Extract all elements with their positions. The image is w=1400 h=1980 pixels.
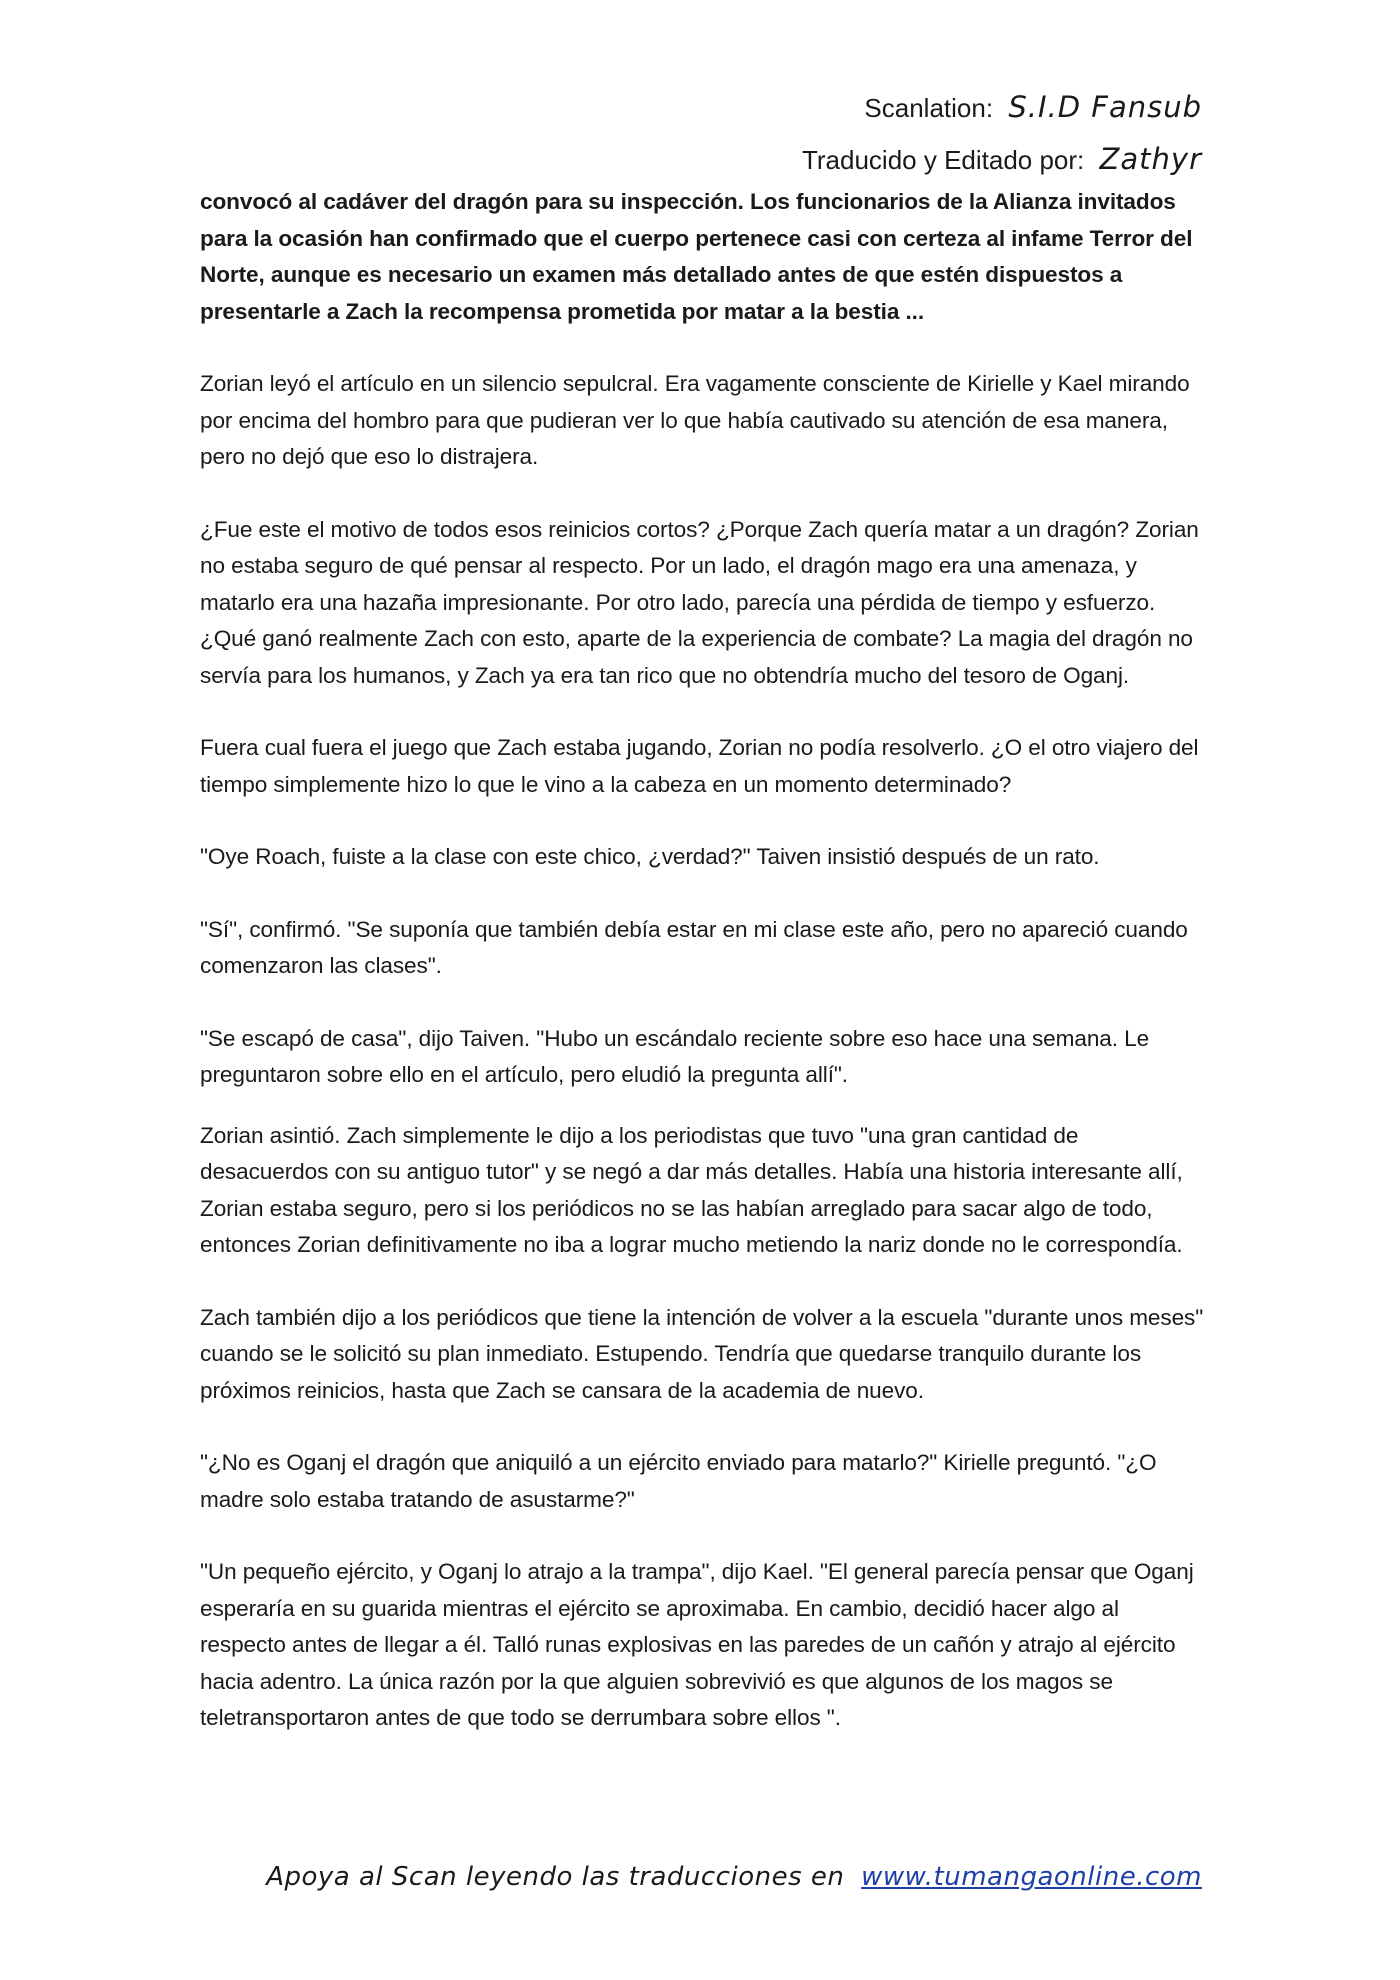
paragraph-8: Zorian asintió. Zach simplemente le dijo a los periodistas que tuvo "una gran cantidad de desacuerdos con su antiguo tutor" y se negó a dar más detalles. Había una historia interesante allí, Zorian estaba seguro, pero si los periódicos no se las habían arreglado para sacar algo de todo, entonces Zorian definitivamente no iba a lograr mucho metiendo la nariz donde no le correspondía. bbox=[200, 1122, 1183, 1257]
paragraph-3: ¿Fue este el motivo de todos esos reinicios cortos? ¿Porque Zach quería matar a un dragón? Zorian no estaba seguro de qué pensar al respecto. Por un lado, el dragón mago era una amenaza, y matarlo era una hazaña impresionante. Por otro lado, parecía una pérdida de tiempo y esfuerzo. ¿Qué ganó realmente Zach con esto, aparte de la experiencia de combate? La magia del dragón no servía para los humanos, y Zach ya era tan rico que no obtendría mucho del tesoro de Oganj. bbox=[200, 516, 1199, 688]
paragraph-6: "Sí", confirmó. "Se suponía que también debía estar en mi clase este año, pero no apareció cuando comenzaron las clases". bbox=[200, 916, 1188, 978]
scanlation-label: Scanlation: bbox=[864, 93, 994, 123]
story-body bbox=[200, 184, 1205, 1773]
scanlation-credit bbox=[864, 90, 1202, 124]
paragraph-2: Zorian leyó el artículo en un silencio sepulcral. Era vagamente consciente de Kirielle y Kael mirando por encima del hombro para que pudieran ver lo que había cautivado su atención de esa manera, pero no dejó que eso lo distrajera. bbox=[200, 371, 1190, 469]
translator-label: Traducido y Editado por: bbox=[801, 145, 1085, 175]
paragraph-9: Zach también dijo a los periódicos que tiene la intención de volver a la escuela "durante unos meses" cuando se le solicitó su plan inmediato. Estupendo. Tendría que quedarse tranquilo durante los próximos reinicios, hasta que Zach se cansara de la academia de nuevo. bbox=[200, 1304, 1204, 1403]
footer-link[interactable]: www.tumangaonline.com bbox=[861, 1862, 1202, 1892]
translator-credit bbox=[802, 142, 1202, 176]
paragraph-11: "Un pequeño ejército, y Oganj lo atrajo a la trampa", dijo Kael. "El general parecía pensar que Oganj esperaría en su guarida mientras el ejército se aproximaba. En cambio, decidió hacer algo al respecto antes de llegar a él. Talló runas explosivas en las paredes de un cañón y atrajo al ejército hacia adentro. La única razón por la que alguien sobrevivió es que algunos de los magos se teletransportaron antes de que todo se derrumbara sobre ellos ". bbox=[200, 1559, 1194, 1730]
paragraph-1: convocó al cadáver del dragón para su inspección. Los funcionarios de la Alianza invitados para la ocasión han confirmado que el cuerpo pertenece casi con certeza al infame Terror del Norte, aunque es necesario un examen más detallado antes de que estén dispuestos a presentarle a Zach la recompensa prometida por matar a la bestia ... bbox=[200, 189, 1193, 324]
scanlation-group: S.I.D Fansub bbox=[1008, 90, 1202, 124]
support-footer bbox=[266, 1862, 1202, 1892]
translator-name: Zathyr bbox=[1099, 142, 1202, 176]
footer-text: Apoya al Scan leyendo las traducciones en bbox=[266, 1862, 845, 1892]
paragraph-10: "¿No es Oganj el dragón que aniquiló a un ejército enviado para matarlo?" Kirielle preguntó. "¿O madre solo estaba tratando de asustarme?" bbox=[200, 1450, 1157, 1512]
paragraph-5: "Oye Roach, fuiste a la clase con este chico, ¿verdad?" Taiven insistió después de un rato. bbox=[200, 844, 1100, 869]
paragraph-7: "Se escapó de casa", dijo Taiven. "Hubo un escándalo reciente sobre eso hace una semana. Le preguntaron sobre ello en el artículo, pero eludió la pregunta allí". bbox=[200, 1025, 1150, 1087]
paragraph-4: Fuera cual fuera el juego que Zach estaba jugando, Zorian no podía resolverlo. ¿O el otro viajero del tiempo simplemente hizo lo que le vino a la cabeza en un momento determinado? bbox=[200, 735, 1199, 797]
